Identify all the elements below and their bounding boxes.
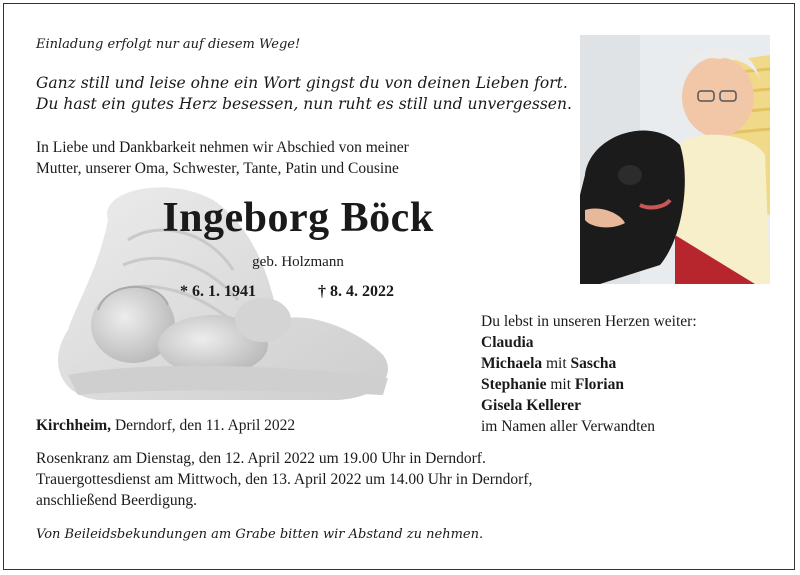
poem-line: Du hast ein gutes Herz besessen, nun ruht es still und unvergessen.: [36, 95, 572, 113]
mourner-partner: Florian: [574, 376, 624, 393]
mourner-name: Gisela Kellerer: [481, 397, 581, 414]
maiden-name: geb. Holzmann: [252, 254, 344, 270]
mourner-name: Claudia: [481, 334, 534, 351]
mourner-entry: [481, 332, 697, 353]
mourner-entry: [481, 353, 697, 374]
mourner-name: Stephanie: [481, 376, 547, 393]
poem: [36, 73, 572, 115]
place-date-rest: Derndorf, den 11. April 2022: [114, 417, 296, 434]
mourner-connector: mit: [550, 376, 572, 393]
deceased-name: Ingeborg Böck: [162, 195, 434, 241]
death-date: † 8. 4. 2022: [318, 283, 394, 300]
portrait-photo: [580, 35, 770, 284]
service-line: anschließend Beerdigung.: [36, 492, 197, 509]
mourners-block: [481, 311, 697, 437]
mourner-connector: mit: [546, 355, 567, 372]
place-date-line: [36, 417, 295, 435]
mourners-heading: Du lebst in unseren Herzen weiter:: [481, 313, 697, 330]
mourner-entry: [481, 395, 697, 416]
mourner-entry: [481, 374, 697, 395]
condolence-note: Von Beileidsbekundungen am Grabe bitten wir Abstand zu nehmen.: [36, 527, 484, 542]
poem-line: Ganz still und leise ohne ein Wort gingst du von deinen Lieben fort.: [36, 74, 568, 92]
intro-text: [36, 137, 409, 179]
town-name: Kirchheim,: [36, 417, 112, 434]
service-line: Rosenkranz am Dienstag, den 12. April 2022 um 19.00 Uhr in Derndorf.: [36, 450, 486, 467]
mourner-partner: Sascha: [570, 355, 617, 372]
mourner-name: Michaela: [481, 355, 543, 372]
mourners-closing: im Namen aller Verwandten: [481, 418, 656, 435]
invitation-note: Einladung erfolgt nur auf diesem Wege!: [36, 37, 301, 52]
service-line: Trauergottesdienst am Mittwoch, den 13. April 2022 um 14.00 Uhr in Derndorf,: [36, 471, 533, 488]
birth-date: * 6. 1. 1941: [180, 283, 256, 300]
intro-line: In Liebe und Dankbarkeit nehmen wir Abschied von meiner: [36, 139, 409, 156]
service-details: [36, 448, 532, 511]
intro-line: Mutter, unserer Oma, Schwester, Tante, Patin und Cousine: [36, 160, 399, 177]
